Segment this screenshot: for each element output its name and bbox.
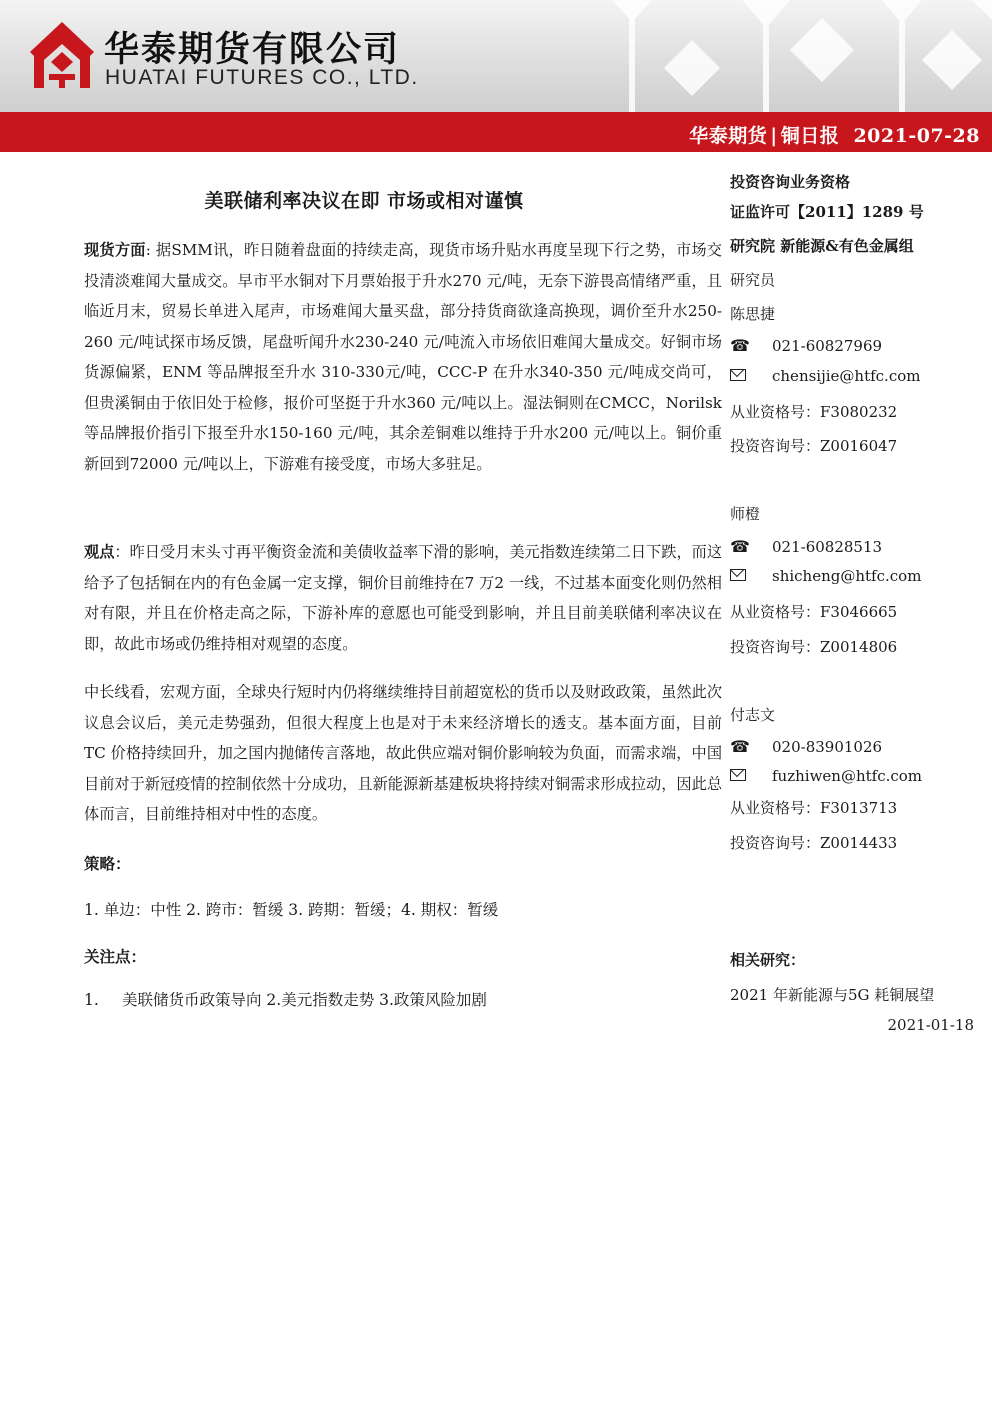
focus-text: 美联储货币政策导向 2.美元指数走势 3.政策风险加剧 bbox=[122, 991, 487, 1009]
researcher-email[interactable]: shicheng@htfc.com bbox=[730, 567, 921, 585]
researcher-email[interactable]: fuzhiwen@htfc.com bbox=[730, 767, 922, 785]
phone-icon: ☎ bbox=[730, 336, 750, 355]
focus-item bbox=[84, 988, 487, 1010]
report-banner-text bbox=[689, 121, 980, 148]
article-title: 美联储利率决议在即 市场或相对谨慎 bbox=[204, 190, 524, 212]
company-name-cn: 华泰期货有限公司 bbox=[104, 30, 401, 70]
focus-heading: 关注点： bbox=[84, 947, 147, 966]
related-report-date: 2021-01-18 bbox=[887, 1016, 974, 1034]
researcher-advisory: 投资咨询号：Z0014806 bbox=[730, 638, 898, 656]
banner-date: 2021-07-28 bbox=[853, 125, 980, 147]
researcher-advisory: 投资咨询号：Z0016047 bbox=[730, 437, 898, 455]
spot-label: 现货方面 bbox=[84, 241, 146, 259]
mail-icon bbox=[730, 369, 746, 381]
researcher-cert: 从业资格号：F3080232 bbox=[730, 403, 898, 421]
spot-text: : 据SMM讯，昨日随着盘面的持续走高，现货市场升贴水再度呈现下行之势，市场交投清淡难闻大量成交。早市平水铜对下月票始报于升水270 元/吨，无奈下游畏高情绪严重，且临近月末，贸易长单进入尾声，市场难闻大量买盘，部分持货商欲逢高换现，调价至升水250-260 元/吨试探市场反馈，尾盘听闻升水230-240 元/吨流入市场依旧难闻大量成交。好铜市场货源偏紧，ENM 等品牌报至升水 310-330元/吨，CCC-P 在升水340-350 元/吨成交尚可，但贵溪铜由于依旧处于检修，报价可坚挺于升水360 元/吨以上。湿法铜则在CMCC，Norilsk 等品牌报价指引下报至升水150-160 元/吨，其余差铜难以维持于升水200 元/吨以上。铜价重新回到72000 元/吨以上，下游难有接受度，市场大多驻足。 bbox=[84, 241, 722, 473]
banner-separator: | bbox=[770, 125, 778, 147]
researcher-email[interactable]: chensijie@htfc.com bbox=[730, 367, 920, 385]
company-name-en: HUATAI FUTURES CO., LTD. bbox=[105, 66, 419, 89]
mail-icon bbox=[730, 569, 746, 581]
phone-icon: ☎ bbox=[730, 737, 750, 756]
huatai-logo-icon bbox=[30, 22, 94, 88]
researcher-advisory: 投资咨询号：Z0014433 bbox=[730, 834, 898, 852]
researcher-phone: ☎ 021-60827969 bbox=[730, 336, 883, 355]
strategy-heading: 策略： bbox=[84, 854, 131, 873]
view-paragraph bbox=[84, 537, 722, 659]
related-report-link[interactable]: 2021 年新能源与5G 耗铜展望 bbox=[730, 986, 935, 1004]
longterm-paragraph: 中长线看，宏观方面，全球央行短时内仍将继续维持目前超宽松的货币以及财政政策，虽然此次议息会议后，美元走势强劲，但很大程度上也是对于未来经济增长的透支。基本面方面，目前TC 价格持续回升，加之国内抛储传言落地，故此供应端对铜价影响较为负面，而需求端，中国目前对于新冠疫情的控制依然十分成功，且新能源新基建板块将持续对铜需求形成拉动，因此总体而言，目前维持相对中性的态度。 bbox=[84, 683, 722, 823]
researcher-role: 研究员 bbox=[730, 271, 776, 289]
researcher-name: 师橙 bbox=[730, 505, 761, 523]
view-label: 观点 bbox=[84, 543, 115, 561]
researcher-cert: 从业资格号：F3013713 bbox=[730, 799, 898, 817]
researcher-name: 陈思捷 bbox=[730, 305, 776, 323]
page-header bbox=[0, 0, 992, 112]
spot-paragraph bbox=[84, 235, 722, 479]
banner-report-type: 铜日报 bbox=[780, 125, 840, 147]
focus-number: 1. bbox=[84, 991, 99, 1009]
header-decoration bbox=[592, 0, 992, 112]
view-text: ：昨日受月末头寸再平衡资金流和美债收益率下滑的影响，美元指数连续第二日下跌，而这给予了包括铜在内的有色金属一定支撑，铜价目前维持在7 万2 一线，不过基本面变化则仍然相对有限，并且在价格走高之际，下游补库的意愿也可能受到影响，并且目前美联储利率决议在即，故此市场或仍维持相对观望的态度。 bbox=[84, 543, 723, 653]
banner-company: 华泰期货 bbox=[689, 125, 768, 147]
institute-group: 研究院 新能源&有色金属组 bbox=[730, 237, 914, 255]
qualification: 投资咨询业务资格 bbox=[730, 173, 851, 191]
researcher-name: 付志文 bbox=[730, 706, 776, 724]
related-heading: 相关研究： bbox=[730, 951, 806, 969]
license-number: 证监许可【2011】1289 号 bbox=[730, 203, 924, 221]
mail-icon bbox=[730, 769, 746, 781]
strategy-text: 1. 单边：中性 2. 跨市：暂缓 3. 跨期：暂缓；4. 期权：暂缓 bbox=[84, 901, 499, 919]
researcher-cert: 从业资格号：F3046665 bbox=[730, 603, 898, 621]
phone-icon: ☎ bbox=[730, 537, 750, 556]
researcher-phone: ☎ 021-60828513 bbox=[730, 537, 883, 556]
researcher-phone: ☎ 020-83901026 bbox=[730, 737, 883, 756]
